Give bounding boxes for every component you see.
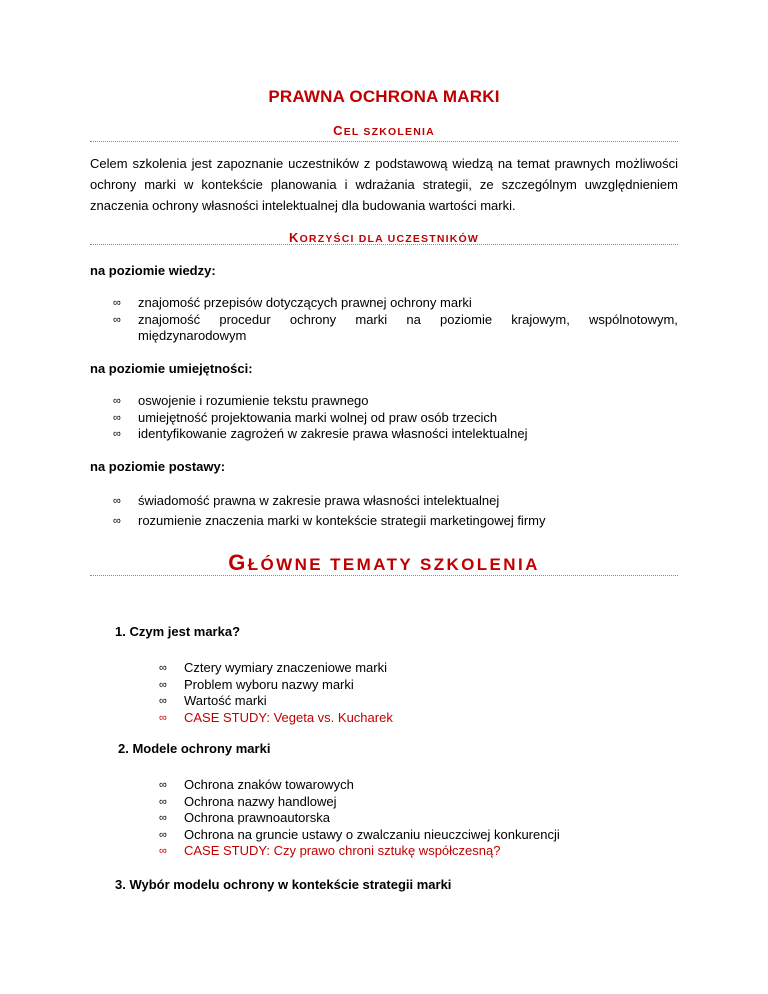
attitude-label: na poziomie postawy:	[90, 459, 226, 474]
list-item: ∞ Ochrona na gruncie ustawy o zwalczaniu nieuczciwej konkurencji	[159, 826, 560, 842]
bullet-icon: ∞	[113, 428, 121, 440]
topic-1-heading: 1. Czym jest marka?	[115, 624, 241, 639]
list-item: ∞ znajomość przepisów dotyczących prawnej ochrony marki	[113, 295, 472, 310]
bullet-icon: ∞	[113, 411, 121, 424]
intro-paragraph: Celem szkolenia jest zapoznanie uczestników z podstawową wiedzą na temat prawnych możliwości ochrony marki w kontekście planowania i wdrażania strategii, ze szczególnym uwzględnieniem znaczenia ochrony własności intelektualnej dla budowania wartości marki.	[90, 156, 678, 213]
section-heading-goal: CEL SZKOLENIA	[333, 123, 435, 138]
bullet-icon: ∞	[159, 711, 167, 724]
bullet-icon: ∞	[159, 795, 167, 808]
list-item: ∞ Wartość marki	[159, 693, 267, 708]
list-item: ∞ umiejętność projektowania marki wolnej od praw osób trzecich	[113, 409, 498, 425]
topic-3-heading: 3. Wybór modelu ochrony w kontekście strategii marki	[115, 877, 452, 892]
bullet-icon: ∞	[113, 495, 121, 507]
topic-2-list	[159, 777, 674, 860]
list-item: ∞ identyfikowanie zagrożeń w zakresie prawa własności intelektualnej	[113, 426, 528, 441]
bullet-icon: ∞	[159, 678, 167, 691]
bullet-icon: ∞	[159, 662, 167, 674]
skills-label: na poziomie umiejętności:	[90, 361, 253, 376]
bullet-icon: ∞	[159, 812, 167, 824]
list-item: ∞ świadomość prawna w zakresie prawa własności intelektualnej	[138, 491, 678, 511]
list-item	[113, 311, 678, 329]
bullet-icon: ∞	[159, 695, 167, 707]
dotted-rule	[90, 575, 678, 576]
document-title: PRAWNA OCHRONA MARKI	[268, 87, 500, 106]
main-topics-heading: GŁÓWNE TEMATY SZKOLENIA	[228, 550, 540, 575]
bullet-icon: ∞	[159, 845, 167, 857]
knowledge-list	[113, 295, 678, 345]
list-item: ∞ Problem wyboru nazwy marki	[159, 676, 354, 692]
list-item: ∞ rozumienie znaczenia marki w kontekście strategii marketingowej firmy	[138, 511, 678, 531]
dotted-rule	[90, 141, 678, 142]
knowledge-label: na poziomie wiedzy:	[90, 263, 216, 278]
topic-2-heading: 2. Modele ochrony marki	[118, 741, 271, 756]
section-heading-benefits: KORZYŚCI DLA UCZESTNIKÓW	[288, 230, 480, 245]
bullet-icon: ∞	[159, 828, 167, 841]
list-item: ∞ Ochrona nazwy handlowej	[159, 793, 337, 809]
bullet-icon: ∞	[113, 515, 121, 527]
list-item: ∞ Ochrona prawnoautorska	[159, 810, 330, 825]
bullet-icon: ∞	[159, 779, 167, 791]
list-item: ∞ Cztery wymiary znaczeniowe marki	[159, 660, 387, 675]
bullet-icon: ∞	[113, 313, 121, 326]
case-study-item: ∞ CASE STUDY: Czy prawo chroni sztukę współczesną?	[159, 843, 501, 858]
list-item: ∞ Ochrona znaków towarowych	[159, 777, 354, 792]
list-item: ∞ oswojenie i rozumienie tekstu prawnego	[113, 393, 369, 408]
attitude-list	[113, 491, 678, 531]
list-item-continuation: międzynarodowym	[138, 328, 247, 343]
bullet-icon: ∞	[113, 297, 121, 309]
topic-1-list	[159, 660, 674, 726]
justified-line: znajomość procedur ochrony marki na poziomie krajowym, wspólnotowym,	[138, 311, 678, 327]
bullet-icon: ∞	[113, 395, 121, 407]
skills-list	[113, 393, 678, 443]
case-study-item: ∞ CASE STUDY: Vegeta vs. Kucharek	[159, 709, 393, 725]
dotted-rule	[90, 244, 678, 245]
